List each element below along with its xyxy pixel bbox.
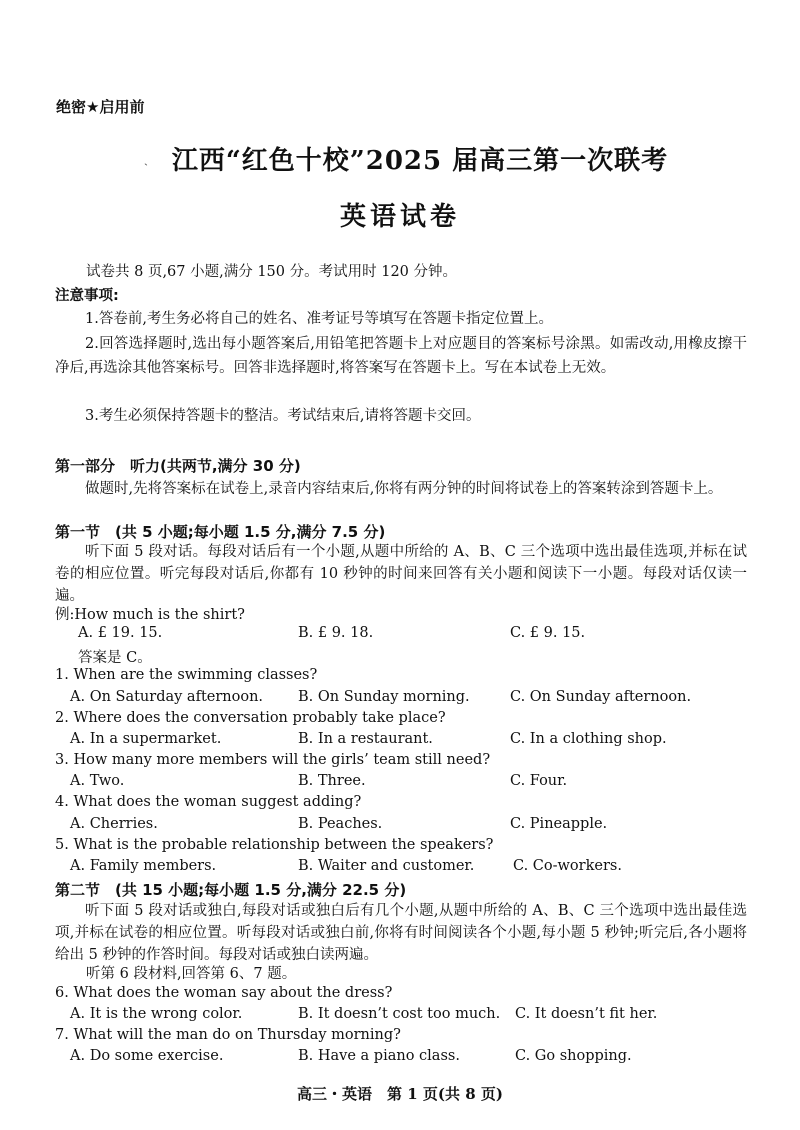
example-option-c: C. £ 9. 15. (510, 625, 586, 641)
option-c: C. Four. (510, 773, 568, 789)
option-c: C. Go shopping. (515, 1048, 632, 1064)
notice-item: 2.回答选择题时,选出每小题答案后,用铅笔把答题卡上对应题目的答案标号涂黑。如需改动,用橡皮擦干净后,再选涂其他答案标号。回答非选择题时,将答案写在答题卡上。写在本试卷上无效。 (55, 336, 747, 376)
example-option-a: A. £ 19. 15. (78, 625, 163, 641)
option-b: B. It doesn’t cost too much. (298, 1006, 501, 1022)
stray-mark: ˏ (144, 152, 148, 166)
notice-title: 注意事项: (55, 288, 119, 304)
page-footer: 高三・英语 第 1 页(共 8 页) (297, 1085, 503, 1103)
confidential-label: 绝密★启用前 (56, 98, 145, 116)
exam-summary: 试卷共 8 页,67 小题,满分 150 分。考试用时 120 分钟。 (86, 264, 458, 280)
option-b: B. Peaches. (298, 816, 383, 832)
option-b: B. On Sunday morning. (298, 689, 470, 705)
question: 3. How many more members will the girls’ team still need? (55, 752, 491, 768)
option-c: C. Co-workers. (513, 858, 622, 874)
option-c: C. It doesn’t fit her. (515, 1006, 658, 1022)
option-a: A. It is the wrong color. (70, 1006, 243, 1022)
option-a: A. On Saturday afternoon. (70, 689, 264, 705)
option-a: A. Cherries. (70, 816, 158, 832)
exam-title: 江西“红色十校”2025 届高三第一次联考 (171, 146, 669, 176)
option-b: B. Have a piano class. (298, 1048, 460, 1064)
notice-item: 3.考生必须保持答题卡的整洁。考试结束后,请将答题卡交回。 (85, 408, 481, 424)
example-answer: 答案是 C。 (78, 650, 152, 666)
example-option-b: B. £ 9. 18. (298, 625, 374, 641)
option-a: A. Two. (70, 773, 125, 789)
option-a: A. In a supermarket. (70, 731, 222, 747)
question: 7. What will the man do on Thursday morning? (55, 1027, 401, 1043)
option-b: B. In a restaurant. (298, 731, 433, 747)
option-c: C. In a clothing shop. (510, 731, 667, 747)
part1-title: 第一部分 听力(共两节,满分 30 分) (55, 457, 301, 475)
option-b: B. Waiter and customer. (298, 858, 475, 874)
section2-instruction: 听下面 5 段对话或独白,每段对话或独白后有几个小题,从题中所给的 A、B、C 三个选项中选出最佳选项,并标在试卷的相应位置。听每段对话或独白前,你将有时间阅读各个小题,每小题 5 秒钟;听完后,各小题将给出 5 秒钟的作答时间。每段对话或独白读两遍。 (55, 903, 747, 963)
question: 4. What does the woman suggest adding? (55, 794, 362, 810)
notice-item: 1.答卷前,考生务必将自己的姓名、准考证号等填写在答题卡指定位置上。 (85, 311, 553, 327)
option-b: B. Three. (298, 773, 366, 789)
option-a: A. Family members. (70, 858, 217, 874)
option-a: A. Do some exercise. (70, 1048, 224, 1064)
question: 5. What is the probable relationship between the speakers? (55, 837, 494, 853)
question: 6. What does the woman say about the dress? (55, 985, 393, 1001)
example-question: 例:How much is the shirt? (55, 607, 245, 623)
section2-title: 第二节 (共 15 小题;每小题 1.5 分,满分 22.5 分) (55, 881, 407, 899)
option-c: C. On Sunday afternoon. (510, 689, 692, 705)
part1-instruction: 做题时,先将答案标在试卷上,录音内容结束后,你将有两分钟的时间将试卷上的答案转涂到答题卡上。 (85, 481, 723, 497)
question: 1. When are the swimming classes? (55, 667, 318, 683)
section1-title: 第一节 (共 5 小题;每小题 1.5 分,满分 7.5 分) (55, 523, 386, 541)
section2-lead: 听第 6 段材料,回答第 6、7 题。 (86, 966, 297, 982)
question: 2. Where does the conversation probably take place? (55, 710, 446, 726)
section1-instruction: 听下面 5 段对话。每段对话后有一个小题,从题中所给的 A、B、C 三个选项中选出最佳选项,并标在试卷的相应位置。听完每段对话后,你都有 10 秒钟的时间来回答有关小题和阅读下一小题。每段对话仅读一遍。 (55, 544, 747, 604)
option-c: C. Pineapple. (510, 816, 608, 832)
subject-title: 英语试卷 (339, 202, 460, 232)
